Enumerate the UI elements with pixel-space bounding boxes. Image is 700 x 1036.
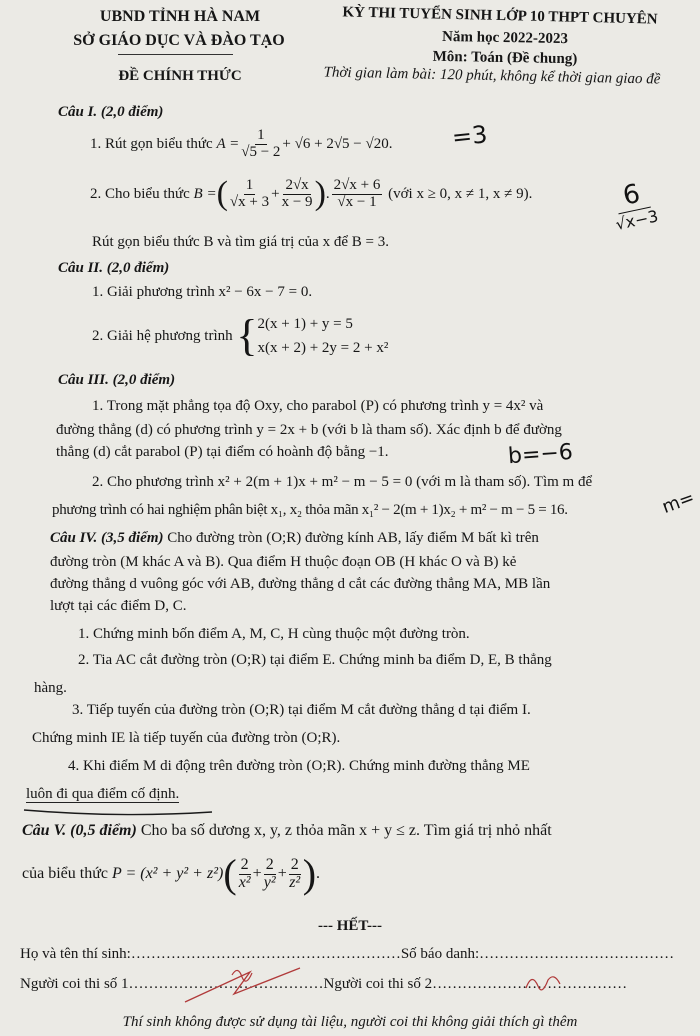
q1-part2-frac2-den: x − 9 [281, 193, 313, 210]
q5-title: Câu V. (0,5 điểm) [22, 822, 137, 839]
q4-line1-text: Cho đường tròn (O;R) đường kính AB, lấy điểm M bất kì trên [167, 530, 539, 546]
q3-part1-line3: thẳng (d) cắt parabol (P) tại điểm có hoành độ bằng −1. [56, 444, 389, 460]
q1-part2-text: 2. Cho biểu thức [90, 185, 190, 202]
q4-part2-line2: hàng. [34, 680, 67, 696]
q1-part2-expr-lhs: B = [193, 185, 217, 202]
q1-part1-expr-rest: + √6 + 2√5 − √20. [282, 135, 393, 152]
q5-paren-close: ) [302, 851, 317, 896]
q1-part2-frac1-den: √x + 3 [229, 193, 270, 210]
q5-expr-lhs: P = (x² + y² + z²) [111, 865, 224, 882]
q1-part2-frac1-num: 1 [245, 177, 254, 193]
q5-end: . [316, 865, 321, 882]
q1-part1-frac-den: √5 − 2 [241, 143, 281, 160]
q4-title: Câu IV. (3,5 điểm) [50, 530, 164, 546]
q4-part3-line2: Chứng minh IE là tiếp tuyến của đường tròn (O;R). [32, 730, 341, 746]
q3-part1-line2: đường thẳng (d) có phương trình y = 2x + b (với b là tham số). Xác định b để đường [56, 422, 562, 438]
header-exam-title: KỲ THI TUYỂN SINH LỚP 10 THPT CHUYÊN [342, 4, 658, 28]
q5-frac2-num: 2 [265, 855, 274, 873]
candidate-line: Họ và tên thí sinh:………………………………………………Số báo danh:………………………………… [20, 946, 675, 962]
q5-plus-1: + [252, 865, 262, 882]
q2-system-brace: { [236, 311, 258, 360]
q1-part1-frac-num: 1 [257, 127, 265, 143]
q4-line2: đường tròn (M khác A và B). Qua điểm H thuộc đoạn OB (H khác O và B) kẻ [50, 554, 517, 570]
q1-part2-paren-open: ( [216, 175, 228, 213]
q1-part2-frac3-num: 2√x + 6 [333, 177, 381, 193]
red-signature-mark [185, 968, 300, 1002]
q2-system-eq1: 2(x + 1) + y = 5 [257, 316, 353, 332]
q4-part1: 1. Chứng minh bốn điểm A, M, C, H cùng thuộc một đường tròn. [78, 626, 470, 642]
header-official-label: ĐỀ CHÍNH THỨC [118, 68, 242, 84]
header-subject: Môn: Toán (Đề chung) [432, 48, 578, 68]
q2-part2-text: 2. Giải hệ phương trình [92, 327, 233, 344]
header-department: SỞ GIÁO DỤC VÀ ĐÀO TẠO [73, 32, 285, 49]
handwritten-note-q3b: m= [659, 487, 698, 518]
q3-part2-line2: phương trình có hai nghiệm phân biệt x₁, x₂ thỏa mãn x₁² − 2(m + 1)x₂ + m² − m − 5 = 16. [52, 502, 568, 518]
q5-plus-2: + [277, 865, 287, 882]
q5-frac1-num: 2 [240, 855, 249, 873]
q2-part1: 1. Giải phương trình x² − 6x − 7 = 0. [92, 284, 313, 300]
red-signature-mark-3 [526, 977, 560, 990]
q3-title: Câu III. (2,0 điểm) [58, 372, 176, 388]
end-mark: --- HẾT--- [317, 918, 383, 934]
q5-frac3-num: 2 [290, 855, 299, 873]
q1-part2: 2. Cho biểu thức B = ( $\frac{1}{√x + 3}$ + $\frac{2√x}{x - 9}$ ) . $\frac{2√x + 6}{√x - 1}$ (với x ≥ 0, x ≠ 1, x ≠ 9). [90, 175, 533, 213]
q1-part2-task: Rút gọn biểu thức B và tìm giá trị của x để B = 3. [92, 234, 389, 250]
q5-paren-open: ( [223, 851, 237, 896]
q5-frac2-den: y² [263, 873, 276, 891]
handwritten-answer-q1: =3 [450, 120, 489, 152]
q2-system-eq2: x(x + 2) + 2y = 2 + x² [257, 340, 389, 356]
q1-part2-frac3-den: √x − 1 [337, 193, 377, 210]
proctor-line: Người coi thi số 1…………………………………Người coi thi số 2………………………………… [20, 976, 628, 992]
q5-frac3-den: z² [289, 873, 301, 891]
q1-part2-frac2-num: 2√x [285, 177, 309, 193]
q4-part4-line2-text: luôn đi qua điểm cố định. [26, 786, 180, 802]
q4-part2-line1: 2. Tia AC cắt đường tròn (O;R) tại điểm E. Chứng minh ba điểm D, E, B thẳng [78, 652, 552, 668]
pen-underline [24, 810, 212, 815]
handwritten-note-q3: b=−6 [507, 439, 574, 470]
q5-frac1-den: x² [238, 873, 251, 891]
handwritten-q1b-num: 6 [613, 177, 651, 214]
q1-part2-paren-close: ) [314, 175, 326, 213]
q1-part2-condition: (với x ≥ 0, x ≠ 1, x ≠ 9). [388, 185, 533, 202]
handwritten-q1b-den: √x−3 [613, 206, 660, 234]
header-authority: UBND TỈNH HÀ NAM [99, 8, 261, 25]
footer-note: Thí sinh không được sử dụng tài liệu, người coi thi không giải thích gì thêm [122, 1014, 578, 1030]
q4-part3-line1: 3. Tiếp tuyến của đường tròn (O;R) tại điểm M cắt đường thẳng d tại điểm I. [72, 702, 531, 718]
q4-line4: lượt tại các điểm D, C. [50, 598, 187, 614]
header-school-year: Năm học 2022-2023 [441, 28, 569, 48]
q5-line1-text: Cho ba số dương x, y, z thỏa mãn x + y ≤ z. Tìm giá trị nhỏ nhất [140, 822, 552, 839]
q3-part2-line1: 2. Cho phương trình x² + 2(m + 1)x + m² − m − 5 = 0 (với m là tham số). Tìm m để [92, 474, 593, 490]
q1-part1-text: 1. Rút gọn biểu thức [90, 135, 213, 152]
header-duration: Thời gian làm bài: 120 phút, không kể thời gian giao đề [323, 64, 661, 88]
q1-title: Câu I. (2,0 điểm) [58, 104, 164, 120]
q2-title: Câu II. (2,0 điểm) [58, 260, 170, 276]
q4-line3: đường thẳng d vuông góc với AB, đường thẳng d cắt các đường thẳng MA, MB lần [50, 576, 551, 592]
q5-line2-text: của biểu thức [22, 865, 108, 882]
q1-part1-expr-lhs: A = [216, 135, 240, 152]
q4-part4-line1: 4. Khi điểm M di động trên đường tròn (O;R). Chứng minh đường thẳng ME [68, 758, 530, 774]
q3-part1-line1: 1. Trong mặt phẳng tọa độ Oxy, cho parabol (P) có phương trình y = 4x² và [92, 398, 544, 414]
